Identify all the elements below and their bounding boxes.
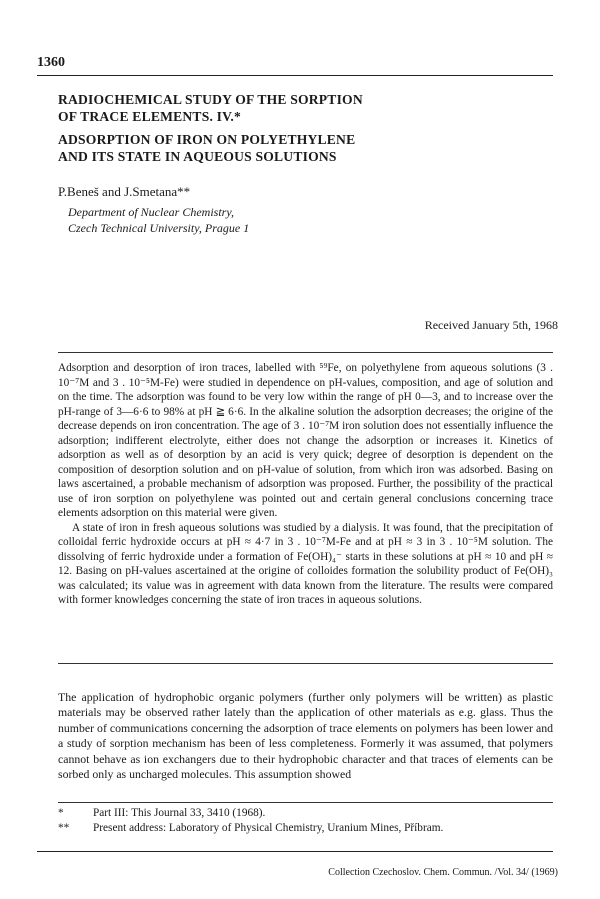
body-text bbox=[58, 690, 553, 782]
received-date: Received January 5th, 1968 bbox=[424, 318, 558, 332]
footnotes bbox=[58, 806, 553, 836]
article-title bbox=[58, 91, 548, 165]
journal-reference: Collection Czechoslov. Chem. Commun. /Vol. 34/ (1969) bbox=[328, 867, 558, 878]
title-line: ADSORPTION OF IRON ON POLYETHYLENE bbox=[58, 132, 356, 147]
affiliation bbox=[68, 204, 249, 236]
title-line: AND ITS STATE IN AQUEOUS SOLUTIONS bbox=[58, 149, 337, 164]
page-number: 1360 bbox=[37, 55, 65, 70]
abstract-paragraph: A state of iron in fresh aqueous solutions was studied by a dialysis. It was found, that the precipitation of colloidal ferric hydroxide occurs at pH ≈ 4·7 in 3 . 10⁻⁷M-Fe and at pH ≈ 3 in 3 . 10⁻⁵M solution. The dissolving of ferric hydroxide under a formation of Fe(OH)₄⁻ starts in these solutions at pH ≈ 10 and pH ≈ 12. Basing on pH-values ascertained at the origine of colloides formation the solubility product of Fe(OH)₃ was calculated; its value was in agreement with data known from the literature. The results were compared with former knowledges concerning the state of iron traces in aqueous solutions. bbox=[58, 521, 553, 606]
title-line: RADIOCHEMICAL STUDY OF THE SORPTION bbox=[58, 92, 363, 107]
abstract bbox=[58, 361, 553, 608]
footnote-text: Present address: Laboratory of Physical Chemistry, Uranium Mines, Příbram. bbox=[93, 822, 444, 834]
footnote-text: Part III: This Journal 33, 3410 (1968). bbox=[93, 807, 266, 819]
footnote bbox=[58, 821, 553, 836]
footer-rule bbox=[37, 851, 553, 852]
footnote-rule bbox=[58, 802, 553, 803]
affiliation-line: Department of Nuclear Chemistry, bbox=[68, 205, 234, 219]
body-paragraph: The application of hydrophobic organic polymers (further only polymers will be written) as plastic materials may be observed rather lately than the application of other materials as e.g. glass. Thus the number of communications concerning the adsorption of trace elements on polymers has been lower and a study of sorption mechanism has been of less completeness. Formerly it was assumed, that polymers cannot behave as ion exchangers due to their hydrophobic character and that traces of elements can be sorbed only as uncharged molecules. This assumption showed bbox=[58, 690, 553, 782]
header-rule bbox=[37, 75, 553, 76]
affiliation-line: Czech Technical University, Prague 1 bbox=[68, 221, 250, 235]
abstract-top-rule bbox=[58, 352, 553, 353]
footnote bbox=[58, 806, 553, 821]
authors: P.Beneš and J.Smetana** bbox=[58, 184, 191, 199]
footnote-mark: * bbox=[58, 807, 64, 819]
abstract-bottom-rule bbox=[58, 663, 553, 664]
abstract-paragraph: Adsorption and desorption of iron traces, labelled with ⁵⁹Fe, on polyethylene from aqueous solutions (3 . 10⁻⁷M and 3 . 10⁻⁵M-Fe) were studied in dependence on pH-values, composition, and age of solution and on the time. The adsorption was found to be very low within the range of pH 0—3, and to increase over the pH-range of 3—6·6 to 98% at pH ≧ 6·6. In the alkaline solution the adsorption decreases; the origine of the decrease depends on iron concentration. The age of 3 . 10⁻⁷M iron solution does not essentially influence the adsorption; indifferent electrolyte, either does not change the adsorption or increases it. Kinetics of adsorption as well as of desorption by an acid is very quick; degree of desorption is dependent on the composition of desorption solution and on pH-value of solution, from which iron was adsorbed. Basing on laws ascertained, a probable mechanism of adsorption was proposed. Further, the possibility of the practical use of iron sorption on polyethylene was pointed out and certain general conclusions concerning trace elements adsorption on this material were given. bbox=[58, 362, 553, 519]
footnote-mark: ** bbox=[58, 822, 70, 834]
title-line: OF TRACE ELEMENTS. IV.* bbox=[58, 109, 241, 124]
